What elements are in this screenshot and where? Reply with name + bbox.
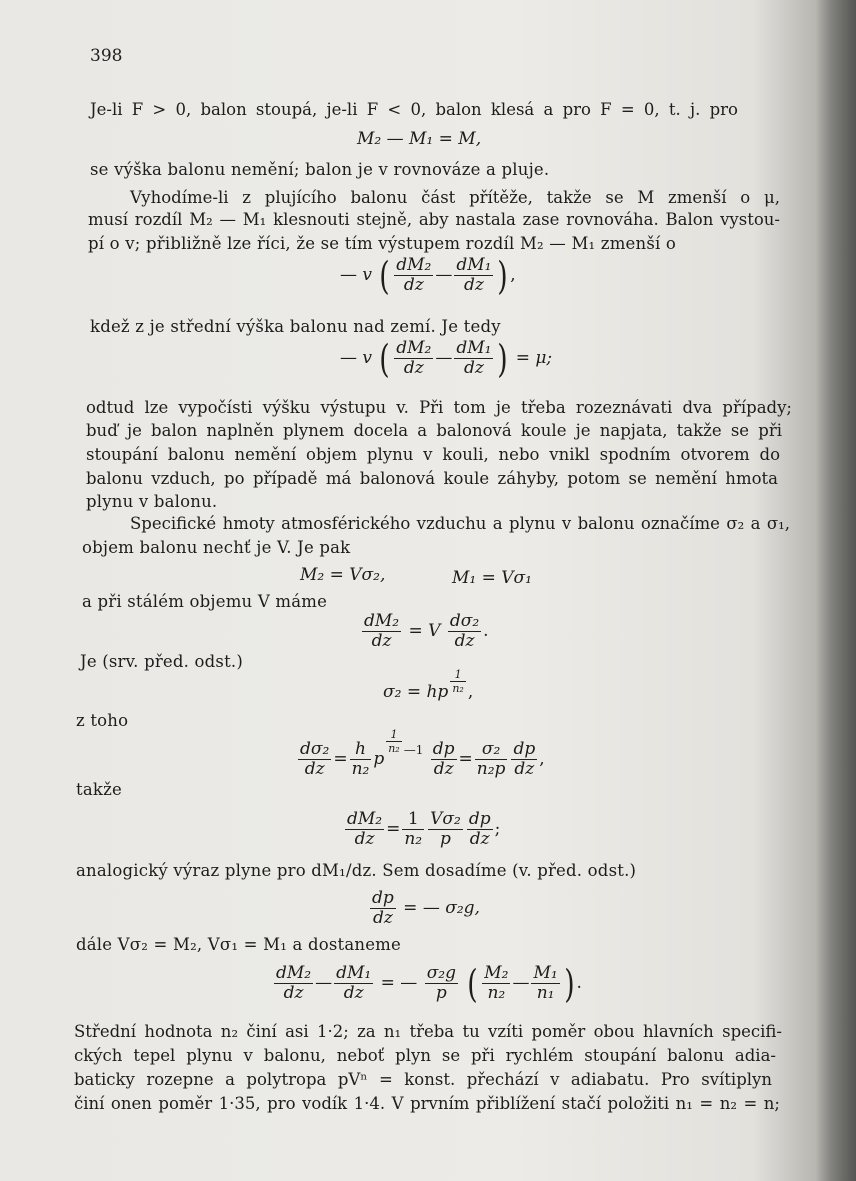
numerator: dM₂ <box>347 809 383 829</box>
text-line: baticky rozepne a polytropa pVⁿ = konst. přechází v adiabatu. Pro svítiplyn <box>74 1070 772 1089</box>
fraction <box>345 810 384 849</box>
operator: — <box>315 973 333 993</box>
denominator: dz <box>343 983 364 1003</box>
text-line: Je-li F > 0, balon stoupá, je-li F < 0, balon klesá a pro F = 0, t. j. pro <box>90 100 738 119</box>
numerator: M₂ <box>484 963 509 983</box>
fraction <box>428 810 463 849</box>
fraction <box>531 964 559 1003</box>
denominator: dz <box>469 829 490 849</box>
text-line: a při stálém objemu V máme <box>82 592 328 611</box>
punctuation: . <box>576 973 582 993</box>
denominator: dz <box>283 983 304 1003</box>
text-line: Specifické hmoty atmosférického vzduchu a plynu v balonu označíme σ₂ a σ₁, <box>130 514 790 533</box>
denominator: dz <box>304 759 325 779</box>
denominator: dz <box>403 358 424 378</box>
punctuation: . <box>483 621 489 641</box>
fraction <box>454 256 493 295</box>
fraction <box>394 256 433 295</box>
fraction <box>467 810 493 849</box>
equation-sigma2 <box>383 668 474 702</box>
fraction <box>370 889 396 928</box>
eq-term: — v <box>340 348 373 368</box>
denominator: dz <box>514 759 535 779</box>
text-line: Je (srv. před. odst.) <box>80 652 244 671</box>
fraction <box>402 810 424 849</box>
text-line: buď je balon naplněn plynem docela a balonová koule je napjata, takže se při <box>86 421 782 440</box>
numerator: dσ₂ <box>449 611 480 631</box>
punctuation: , <box>510 265 516 285</box>
denominator: dz <box>454 631 475 651</box>
numerator: dM₂ <box>364 611 400 631</box>
text-line: Vyhodíme-li z plujícího balonu část přítěže, takže se M zmenší o μ, <box>130 188 780 207</box>
denominator: n₂p <box>476 759 506 779</box>
equation-m1: M₁ = Vσ₁ <box>452 568 532 588</box>
numerator: dσ₂ <box>300 739 330 759</box>
fraction <box>362 612 401 651</box>
text-line: dále Vσ₂ = M₂, Vσ₁ = M₁ a dostaneme <box>76 935 401 954</box>
text-line: se výška balonu nemění; balon je v rovnováze a pluje. <box>90 160 550 179</box>
fraction <box>274 964 313 1003</box>
text-line: analogický výraz plyne pro dM₁/dz. Sem dosadíme (v. před. odst.) <box>76 861 637 880</box>
numerator: dp <box>372 888 394 908</box>
equation-dsigma2-dz <box>296 728 545 779</box>
equation-dM2-dz-final <box>343 810 500 849</box>
denominator: n₂ <box>351 759 370 779</box>
text-line: z toho <box>76 711 129 730</box>
denominator: n₁ <box>536 983 555 1003</box>
numerator: h <box>350 740 372 760</box>
text-line: stoupání balonu nemění objem plynu v kouli, nebo vnikl spodním otvorem do <box>86 445 780 464</box>
paren-close: ) <box>497 336 509 381</box>
eq-term: σ₂ = hp <box>383 682 449 702</box>
eq-rhs: = μ; <box>515 348 553 368</box>
operator: — <box>435 265 453 285</box>
text-line: Střední hodnota n₂ činí asi 1·2; za n₁ třeba tu vzíti poměr obou hlavních specifi- <box>74 1022 782 1041</box>
denominator: dz <box>354 829 375 849</box>
operator: = — <box>380 973 418 993</box>
equation-m2: M₂ = Vσ₂, <box>300 565 386 585</box>
denominator: p <box>440 829 451 849</box>
denominator: n₂ <box>404 829 423 849</box>
punctuation: , <box>467 682 474 702</box>
equation-mass-balance: M₂ — M₁ = M, <box>357 129 482 149</box>
eq-term: — v <box>340 265 373 285</box>
numerator: 1 <box>450 668 466 682</box>
fraction <box>334 964 373 1003</box>
paren-open: ( <box>379 253 391 298</box>
text-line: kdež z je střední výška balonu nad zemí. Je tedy <box>90 317 501 336</box>
exponent-term: —1 <box>403 743 424 757</box>
numerator: dp <box>513 739 536 759</box>
paren-open: ( <box>467 961 479 1006</box>
denominator: n₂ <box>452 682 464 695</box>
text-line: musí rozdíl M₂ — M₁ klesnouti stejně, aby nastala zase rovnováha. Balon vystou- <box>88 210 780 229</box>
numerator: dM₂ <box>276 963 312 983</box>
eq-term: = V <box>408 621 441 641</box>
text-line: činí onen poměr 1·35, pro vodík 1·4. V prvním přiblížení stačí položiti n₁ = n₂ = n; <box>74 1094 780 1113</box>
exponent-fraction <box>450 668 466 695</box>
denominator: n₂ <box>487 983 506 1003</box>
page-number: 398 <box>90 46 123 66</box>
fraction <box>454 339 493 378</box>
numerator: 1 <box>386 728 402 742</box>
text-line: objem balonu nechť je V. Je pak <box>82 538 351 557</box>
punctuation: , <box>539 749 545 769</box>
fraction <box>298 740 331 779</box>
numerator: Vσ₂ <box>430 809 461 829</box>
denominator: dz <box>463 358 484 378</box>
fraction <box>448 612 481 651</box>
denominator: dz <box>372 908 393 928</box>
text-line: balonu vzduch, po případě má balonová koule záhyby, potom se nemění hmota <box>86 469 778 488</box>
denominator: dz <box>463 275 484 295</box>
operator: — <box>512 973 530 993</box>
fraction <box>350 740 372 779</box>
numerator: M₁ <box>533 963 558 983</box>
denominator: dz <box>403 275 424 295</box>
exponent-fraction <box>386 728 402 755</box>
equation-mu <box>340 336 553 381</box>
text-line: ckých tepel plynu v balonu, neboť plyn se při rychlém stoupání balonu adia- <box>74 1046 776 1065</box>
fraction <box>482 964 510 1003</box>
fraction <box>425 964 458 1003</box>
fraction <box>475 740 508 779</box>
denominator: dz <box>371 631 392 651</box>
text-line: takže <box>76 780 122 799</box>
numerator: dM₁ <box>456 338 492 358</box>
numerator: dM₁ <box>456 255 492 275</box>
fraction <box>394 339 433 378</box>
text-line: odtud lze vypočísti výšku výstupu v. Při tom je třeba rozeznávati dva případy; <box>86 398 792 417</box>
base: p <box>373 749 385 769</box>
punctuation: ; <box>494 819 501 839</box>
numerator: dp <box>432 739 455 759</box>
operator: = <box>333 749 348 769</box>
numerator: dM₂ <box>396 255 432 275</box>
numerator: σ₂ <box>475 740 508 760</box>
equation-final <box>272 961 582 1006</box>
paren-close: ) <box>563 961 575 1006</box>
operator: = <box>386 819 401 839</box>
denominator: dz <box>433 759 454 779</box>
equation-difference <box>340 253 516 298</box>
numerator: 1 <box>402 810 424 830</box>
numerator: σ₂g <box>426 963 456 983</box>
denominator: p <box>435 983 447 1003</box>
numerator: dM₂ <box>396 338 432 358</box>
text-line: plynu v balonu. <box>86 492 218 511</box>
fraction <box>431 740 457 779</box>
numerator: dM₁ <box>336 963 372 983</box>
equation-dp-dz <box>368 889 480 928</box>
paren-close: ) <box>497 253 509 298</box>
fraction <box>511 740 537 779</box>
book-spine-shadow <box>816 0 856 1181</box>
text-line: pí o v; přibližně lze říci, že se tím výstupem rozdíl M₂ — M₁ zmenší o <box>88 234 677 253</box>
paren-open: ( <box>379 336 391 381</box>
equation-dM2-dz <box>360 612 489 651</box>
operator: = <box>458 749 473 769</box>
numerator: dp <box>468 809 491 829</box>
denominator: n₂ <box>388 742 400 755</box>
operator: — <box>435 348 453 368</box>
eq-rhs: = — σ₂g, <box>403 898 480 918</box>
